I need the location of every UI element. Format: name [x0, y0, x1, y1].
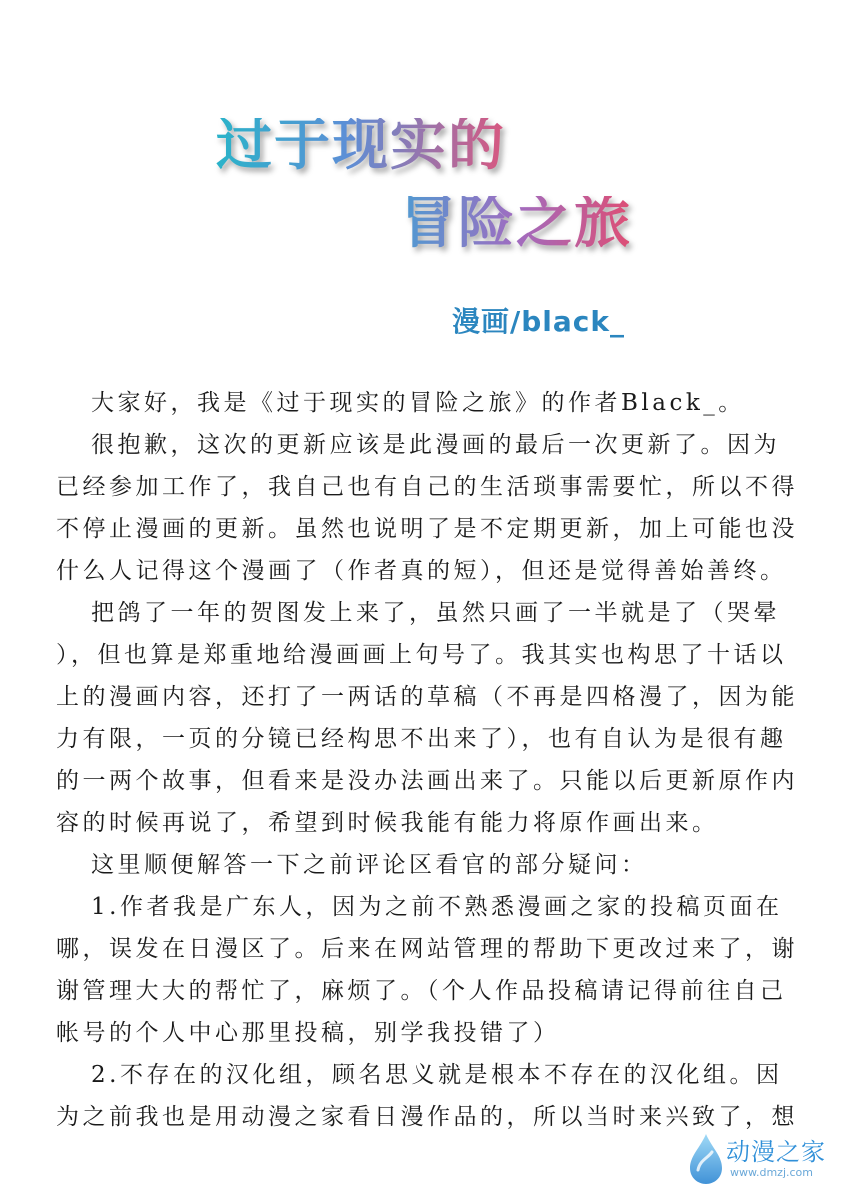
- text-line: 不停止漫画的更新。虽然也说明了是不定期更新，加上可能也没: [56, 516, 798, 542]
- watermark-name: 动漫之家: [726, 1138, 826, 1166]
- text-line: 大家好，我是《过于现实的冒险之旅》的作者Black_。: [91, 390, 745, 416]
- text-line: 这里顺便解答一下之前评论区看官的部分疑问：: [91, 852, 648, 878]
- text-line: 的一两个故事，但看来是没办法画出来了。只能以后更新原作内: [56, 768, 798, 794]
- text-line: 谢管理大大的帮忙了，麻烦了。（个人作品投稿请记得前往自己: [56, 978, 787, 1004]
- watermark-url: www.dmzj.com: [730, 1166, 813, 1179]
- title-line-2: 冒险之旅: [400, 191, 632, 256]
- text-line: 上的漫画内容，还打了一两话的草稿（不再是四格漫了，因为能: [56, 684, 798, 710]
- text-line: 把鸽了一年的贺图发上来了，虽然只画了一半就是了（哭晕: [91, 600, 780, 626]
- text-line: 2.不存在的汉化组，顾名思义就是根本不存在的汉化组。因: [91, 1062, 783, 1088]
- letter-body: [56, 382, 816, 1138]
- text-line: 1.作者我是广东人，因为之前不熟悉漫画之家的投稿页面在: [91, 894, 783, 920]
- text-line: 容的时候再说了，希望到时候我能有能力将原作画出来。: [56, 810, 719, 836]
- text-line: 很抱歉，这次的更新应该是此漫画的最后一次更新了。因为: [91, 432, 780, 458]
- title-line-1: 过于现实的: [216, 113, 506, 178]
- site-watermark: [686, 1126, 836, 1190]
- text-line: 已经参加工作了，我自己也有自己的生活琐事需要忙，所以不得: [56, 474, 798, 500]
- water-drop-logo-icon: [686, 1130, 726, 1186]
- author-credit: 漫画/black_: [452, 305, 625, 338]
- text-line: 帐号的个人中心那里投稿，别学我投错了）: [56, 1020, 560, 1046]
- text-line: 力有限，一页的分镜已经构思不出来了），也有自认为是很有趣: [56, 726, 787, 752]
- text-line: 为之前我也是用动漫之家看日漫作品的，所以当时来兴致了，想: [56, 1104, 798, 1130]
- text-line: ），但也算是郑重地给漫画画上句号了。我其实也构思了十话以: [56, 642, 787, 668]
- text-line: 哪，误发在日漫区了。后来在网站管理的帮助下更改过来了，谢: [56, 936, 798, 962]
- text-line: 什么人记得这个漫画了（作者真的短），但还是觉得善始善终。: [56, 558, 787, 584]
